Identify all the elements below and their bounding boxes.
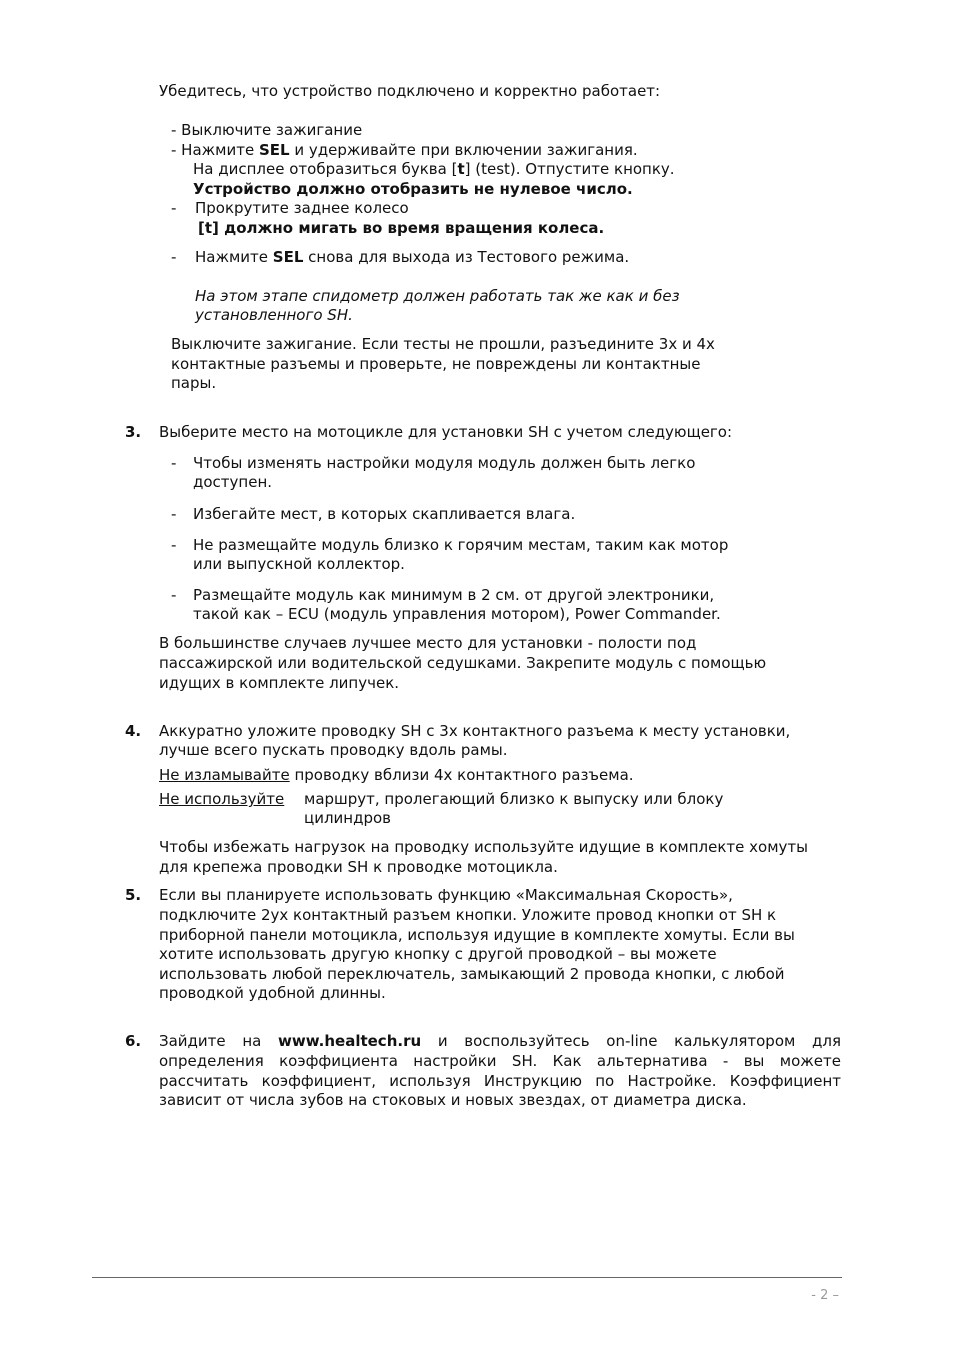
step-expect-blink: [t] должно мигать во время вращения колеса.	[198, 219, 605, 237]
item4-line1: Аккуратно уложите проводку SH с 3х контактного разъема к месту установки,	[159, 722, 791, 740]
item-number-3: 3.	[125, 423, 142, 441]
item5-line5: использовать любой переключатель, замыкающий 2 провода кнопки, с любой	[159, 965, 785, 983]
off-note-line2: контактные разъемы и проверьте, не повреждены ли контактные	[171, 355, 701, 373]
item5-line6: проводкой удобной длинны.	[159, 984, 386, 1002]
item3-para-line2: пассажирской или водительской седушками. Закрепите модуль с помощью	[159, 654, 767, 672]
step-expect-nonzero: Устройство должно отобразить не нулевое число.	[193, 180, 633, 198]
item4-warning-route-label: Не используйте	[159, 790, 285, 808]
item3-bullet2-line1: Избегайте мест, в которых скапливается влага.	[193, 505, 576, 523]
item3-bullet4-line1: Размещайте модуль как минимум в 2 см. от другой электроники,	[193, 586, 715, 604]
note-italic-line1: На этом этапе спидометр должен работать так же как и без	[195, 287, 680, 305]
item5-line1: Если вы планируете использовать функцию «Максимальная Скорость»,	[159, 886, 733, 904]
item-number-4: 4.	[125, 722, 142, 740]
item4-warning-bend: Не изламывайте проводку вблизи 4х контактного разъема.	[159, 766, 634, 784]
item5-line3: приборной панели мотоцикла, используя идущие в комплекте хомуты. Если вы	[159, 926, 795, 944]
page-number: - 2 –	[811, 1288, 839, 1303]
item3-bullet1-line2: доступен.	[193, 473, 273, 491]
item-number-6: 6.	[125, 1032, 142, 1050]
item3-bullet1-line1: Чтобы изменять настройки модуля модуль должен быть легко	[193, 454, 696, 472]
step-press-sel: - Нажмите SEL и удерживайте при включении зажигания.	[171, 141, 638, 159]
item6-line1: Зайдите на www.healtech.ru и воспользуйтесь on-line калькулятором для	[159, 1032, 841, 1050]
step-ignition-off: - Выключите зажигание	[171, 121, 363, 139]
healtech-link[interactable]: www.healtech.ru	[278, 1032, 422, 1050]
step-rotate-wheel: Прокрутите заднее колесо	[195, 199, 409, 217]
bullet-dash: -	[171, 199, 177, 217]
item3-bullet3-line1: Не размещайте модуль близко к горячим местам, таким как мотор	[193, 536, 729, 554]
item6-line2: определения коэффициента настройки SH. Как альтернатива - вы можете	[159, 1052, 841, 1070]
item4-warning-route-line2: цилиндров	[304, 809, 392, 827]
note-italic-line2: установленного SH.	[195, 306, 353, 324]
bullet-dash: -	[171, 505, 177, 523]
item5-line2: подключите 2ух контактный разъем кнопки. Уложите провод кнопки от SH к	[159, 906, 777, 924]
off-note-line3: пары.	[171, 374, 217, 392]
item4-line2: лучше всего пускать проводку вдоль рамы.	[159, 741, 508, 759]
item5-line4: хотите использовать другую кнопку с другой проводкой – вы можете	[159, 945, 717, 963]
bullet-dash: -	[171, 248, 177, 266]
item4-para-line1: Чтобы избежать нагрузок на проводку используйте идущие в комплекте хомуты	[159, 838, 808, 856]
step-exit-test: Нажмите SEL снова для выхода из Тестового режима.	[195, 248, 630, 266]
off-note-line1: Выключите зажигание. Если тесты не прошли, разъедините 3х и 4х	[171, 335, 715, 353]
item3-para-line1: В большинстве случаев лучшее место для установки - полости под	[159, 634, 697, 652]
item3-bullet4-line2: такой как – ECU (модуль управления мотором), Power Commander.	[193, 605, 721, 623]
item3-bullet3-line2: или выпускной коллектор.	[193, 555, 405, 573]
item3-para-line3: идущих в комплекте липучек.	[159, 674, 400, 692]
item4-para-line2: для крепежа проводки SH к проводке мотоцикла.	[159, 858, 558, 876]
footer-divider	[92, 1277, 842, 1278]
step-display-t: На дисплее отобразиться буква [t] (test). Отпустите кнопку.	[193, 160, 675, 178]
item6-line4: зависит от числа зубов на стоковых и новых звездах, от диаметра диска.	[159, 1091, 747, 1109]
intro-text: Убедитесь, что устройство подключено и корректно работает:	[159, 82, 661, 100]
item4-warning-route: маршрут, пролегающий близко к выпуску или блоку	[304, 790, 724, 808]
item3-title: Выберите место на мотоцикле для установки SH с учетом следующего:	[159, 423, 733, 441]
bullet-dash: -	[171, 536, 177, 554]
item6-line3: рассчитать коэффициент, используя Инструкцию по Настройке. Коэффициент	[159, 1072, 841, 1090]
item-number-5: 5.	[125, 886, 142, 904]
bullet-dash: -	[171, 586, 177, 604]
bullet-dash: -	[171, 454, 177, 472]
